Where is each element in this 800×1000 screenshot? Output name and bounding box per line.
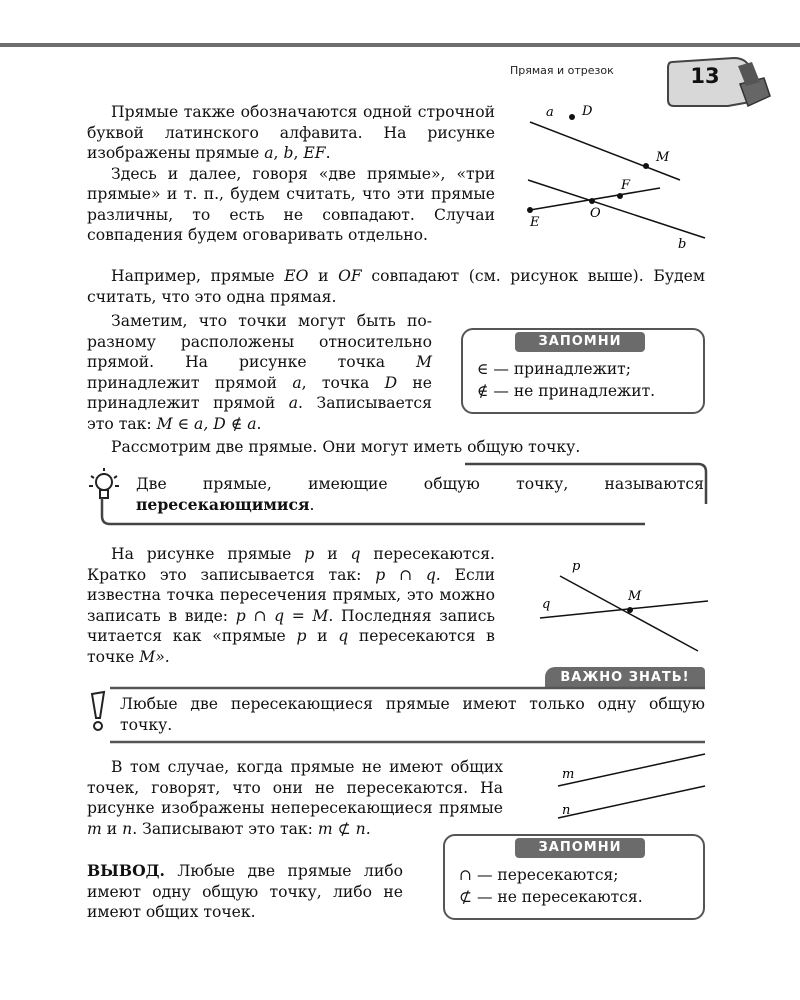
intersect-paragraph: На рисунке прямые p и q пересекаются. Кратко это записывается так: p ∩ q. Если известна точка пересечения прямых, это можно записать в виде: p ∩ q = M. Последняя запись читается как «прямые p и q пересекаются в точке M». <box>87 545 495 666</box>
var-b: b <box>283 144 294 162</box>
page-number: 13 <box>690 64 720 88</box>
label-m: M <box>656 150 670 165</box>
remember-label-2: ЗАПОМНИ <box>515 838 645 858</box>
definition-term: пересекающимися <box>136 494 310 514</box>
intro-paragraphs: Прямые также обозначаются одной строчной буквой латинского алфавита. На рисунке изображены прямые a, b, EF. Здесь и далее, говоря «две прямые», «три прямые» и т. п., будем считать, что эти прямые различны, то есть не совпадают. Случаи совпадения будем оговаривать отдельно. <box>87 103 495 244</box>
label-q: q <box>542 597 551 612</box>
label-b: b <box>678 237 687 252</box>
diagram-parallel-lines <box>550 752 710 824</box>
label-m2: M <box>628 589 642 604</box>
label-o: O <box>590 206 601 221</box>
label-a: a <box>546 105 554 120</box>
non-intersect-paragraph: В том случае, когда прямые не имеют общих точек, говорят, что они не пересекаются. На рисунке изображены непересекающиеся прямые m и n. Записывают это так: m ⊄ n. <box>87 758 503 838</box>
remember-line-notin: ∉ — не принадлежит. <box>477 382 656 400</box>
remember-label: ЗАПОМНИ <box>515 332 645 352</box>
label-f: F <box>621 178 631 193</box>
remember-box-1 <box>461 328 705 414</box>
conclusion-label: ВЫВОД. <box>87 861 165 880</box>
remember-box-2 <box>443 834 705 920</box>
p1-text: Прямые также обозначаются одной строчной буквой латинского алфавита. На рисунке изображены прямые <box>87 103 495 162</box>
chapter-title: Прямая и отрезок <box>510 64 614 77</box>
important-label: ВАЖНО ЗНАТЬ! <box>545 667 705 688</box>
conclusion-paragraph: ВЫВОД. Любые две прямые либо имеют одну общую точку, либо не имеют общих точек. <box>87 861 403 921</box>
p5-paragraph: Рассмотрим две прямые. Они могут иметь общую точку. <box>111 438 581 456</box>
important-text: Любые две пересекающиеся прямые имеют только одну общую точку. <box>120 695 705 734</box>
diagram-intersecting-lines <box>530 556 710 656</box>
remember-line-not-intersect: ⊄ — не пересекаются. <box>459 888 643 906</box>
exclamation-icon <box>88 690 110 734</box>
definition-text: Две прямые, имеющие общую точку, называются пересекающимися. <box>136 475 704 514</box>
top-rule <box>0 43 800 47</box>
remember-line-intersect: ∩ — пересекаются; <box>459 866 619 884</box>
remember-line-in: ∈ — принадлежит; <box>477 360 631 378</box>
p3-paragraph: Например, прямые EO и OF совпадают (см. рисунок выше). Будем считать, что это одна прямая. <box>87 267 705 306</box>
p2-text: Здесь и далее, говоря «две прямые», «три прямые» и т. п., будем считать, что эти прямые различны, то есть не совпадают. Случаи совпадения будем оговаривать отдельно. <box>87 164 495 244</box>
p4-paragraph: Заметим, что точки могут быть по-разному расположены относительно прямой. На рисунке точка M принадлежит прямой a, точка D не принадлежит прямой a. Записывается это так: M ∈ a, D ∉ a. <box>87 312 433 433</box>
label-d: D <box>582 104 593 119</box>
var-a: a <box>264 144 274 162</box>
diagram-lines-a-b <box>520 100 710 255</box>
label-p: p <box>572 559 581 574</box>
label-e: E <box>530 215 540 230</box>
label-m3: m <box>562 767 575 782</box>
var-ef: EF <box>303 144 326 162</box>
label-n: n <box>562 803 571 818</box>
